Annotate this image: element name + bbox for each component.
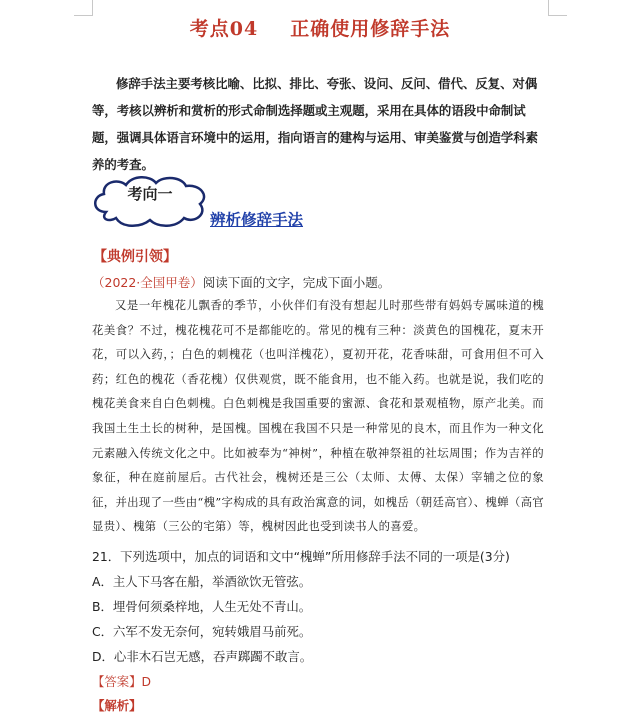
section-subtitle: 辨析修辞手法 <box>210 210 304 229</box>
source-instruction: 阅读下面的文字，完成下面小题。 <box>202 275 391 290</box>
answer-text: 【答案】D <box>92 674 152 689</box>
reading-passage: 又是一年槐花儿飘香的季节，小伙伴们有没有想起儿时那些带有妈妈专属味道的槐花美食？不过，槐花槐花可不是都能吃的。常见的槐有三种：淡黄色的国槐花，夏末开花，可以入药，；白色的刺槐花（也叫洋槐花），夏初开花，花香味甜，可食用但不可入药；红色的槐花（香花槐）仅供观赏，既不能食用，也不能入药。也就是说，我们吃的槐花美食来自白色刺槐。白色刺槐是我国重要的蜜源、食花和景观植物，原产北美。而我国土生土长的树种，是国槐。国槐在我国不只是一种常见的良木，而且作为一种文化元素融入传统文化之中。比如被奉为“神树”，种植在敬神祭祖的社坛周围；作为吉祥的象征，种在庭前屋后。古代社会，槐树还是三公（太师、太傅、太保）宰辅之位的象征，并出现了一些由“槐”字构成的具有政治寓意的词，如槐岳（朝廷高官）、槐蝉（高官显贵）、槐第（三公的宅第）等，槐树因此也受到读书人的喜爱。 <box>92 298 544 534</box>
option-c: C．六军不发无奈何，宛转娥眉马前死。 <box>92 624 312 639</box>
intro-paragraph: 修辞手法主要考核比喻、比拟、排比、夸张、设问、反问、借代、反复、对偶等，考核以辨析和赏析的形式命制选择题或主观题，采用在具体的语段中命制试题，强调具体语言环境中的运用，指向语言的建构与运用、审美鉴赏与创造学科素养的考查。 <box>92 76 539 172</box>
title-text: 正确使用修辞手法 <box>290 18 451 40</box>
option-b: B．埋骨何须桑梓地，人生无处不青山。 <box>92 599 312 614</box>
title-number: 考点04 <box>189 18 259 40</box>
source-tag: （2022·全国甲卷） <box>92 275 203 290</box>
option-a: A．主人下马客在船，举酒欲饮无管弦。 <box>92 574 312 589</box>
page-title <box>0 14 640 41</box>
section-label: 【典例引领】 <box>93 249 177 265</box>
analysis-label: 【解析】 <box>92 698 142 713</box>
section-badge: 考向一 <box>127 185 173 203</box>
question-stem: 21．下列选项中，加点的词语和文中“槐蝉”所用修辞手法不同的一项是(3分) <box>92 549 510 564</box>
source-line <box>92 273 390 291</box>
option-d: D．心非木石岂无感，吞声踯躅不敢言。 <box>92 649 313 664</box>
